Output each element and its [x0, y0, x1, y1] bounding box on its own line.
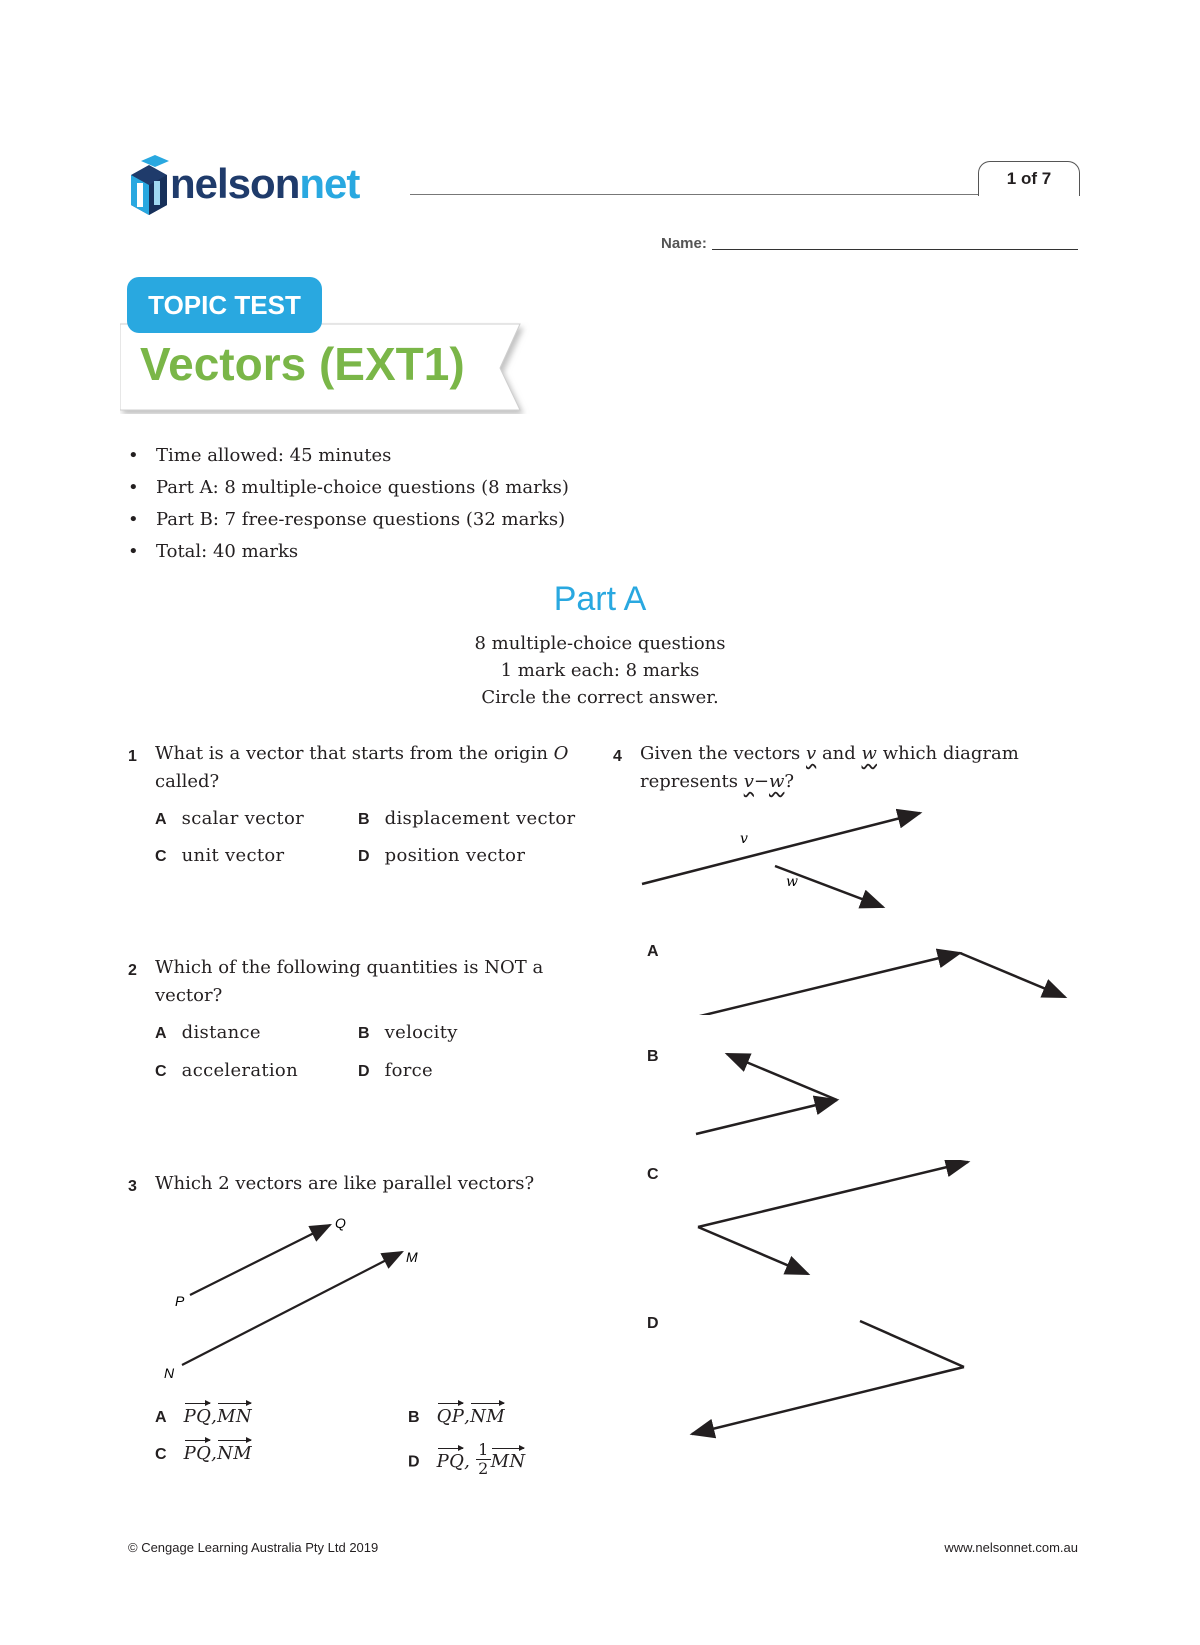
q2-option-d[interactable]	[358, 1060, 433, 1081]
question-number: 4	[613, 748, 622, 765]
q3-option-b[interactable]: B QP,NM	[408, 1406, 505, 1427]
q3-vector-diagram	[150, 1200, 450, 1390]
q3-option-a[interactable]: A PQ,MN	[155, 1406, 252, 1427]
q4-option-c-label[interactable]: C	[647, 1166, 659, 1183]
part-a-heading: Part A	[553, 580, 647, 618]
question-number: 3	[128, 1178, 137, 1195]
vector-label: NM	[470, 1406, 505, 1427]
option-letter: D	[358, 848, 370, 865]
q2-option-a[interactable]	[155, 1022, 261, 1043]
q1-option-d[interactable]	[358, 845, 525, 866]
option-letter: C	[155, 1063, 167, 1080]
option-letter: C	[155, 1446, 167, 1463]
q2-text-a: Which of the following quantities is NOT a	[155, 957, 544, 978]
option-b-vector-w	[727, 1054, 837, 1100]
q4-option-a-diagram[interactable]	[680, 935, 1080, 1015]
q1-option-c[interactable]	[155, 845, 284, 866]
q3-option-c[interactable]: C PQ,NM	[155, 1443, 252, 1464]
q4-given-vectors-diagram	[630, 800, 930, 920]
option-text: unit vector	[181, 845, 285, 866]
part-a-sub-line: 8 multiple-choice questions	[474, 633, 726, 654]
part-a-sub-line: 1 mark each: 8 marks	[500, 660, 700, 681]
q3-option-d[interactable]: D PQ, $\frac{1}{2}$ MN	[408, 1440, 526, 1478]
option-text: acceleration	[181, 1060, 298, 1081]
option-text: position vector	[384, 845, 526, 866]
vector-label: QP	[436, 1406, 465, 1427]
q4-qmark: ?	[784, 771, 795, 792]
question-number: 1	[128, 748, 137, 765]
q4-option-a-label[interactable]: A	[647, 943, 659, 960]
info-item: • Part B: 7 free-response questions (32 marks)	[128, 504, 569, 536]
q1-origin-var: O	[553, 743, 569, 764]
vector-label: PQ	[183, 1443, 212, 1464]
question-4-text	[640, 740, 1070, 796]
option-c-vector-w	[698, 1227, 808, 1274]
q4-option-b-label[interactable]: B	[647, 1048, 659, 1065]
question-2-text	[155, 954, 575, 1010]
logo-text-net: net	[299, 160, 360, 207]
vector-nm	[182, 1252, 402, 1365]
vector-label: PQ	[436, 1450, 465, 1472]
option-letter: C	[155, 848, 167, 865]
question-3-text: Which 2 vectors are like parallel vectors?	[155, 1173, 535, 1194]
question-number: 2	[128, 962, 137, 979]
footer-copyright: © Cengage Learning Australia Pty Ltd 2019	[128, 1540, 379, 1555]
q1-text-a: What is a vector that starts from the origin	[155, 743, 548, 764]
option-d-vector-v	[692, 1367, 964, 1434]
label-p: P	[175, 1293, 185, 1309]
footer-website[interactable]: www.nelsonnet.com.au	[944, 1540, 1078, 1555]
test-info-list	[128, 440, 569, 568]
q4-text-b: which diagram	[882, 743, 1019, 764]
label-v: v	[740, 831, 748, 847]
q1-option-a[interactable]	[155, 808, 304, 829]
q4-vector-w: w	[861, 743, 877, 764]
label-n: N	[164, 1365, 175, 1381]
vector-v	[642, 813, 920, 884]
q2-option-c[interactable]	[155, 1060, 298, 1081]
q4-option-c-diagram[interactable]	[680, 1160, 1000, 1300]
label-q: Q	[335, 1215, 346, 1231]
name-field-line[interactable]	[712, 249, 1078, 250]
option-text: force	[384, 1060, 433, 1081]
option-a-vector-v	[696, 953, 960, 1015]
q1-text-b: called?	[155, 771, 220, 792]
q2-option-b[interactable]	[358, 1022, 458, 1043]
vector-label: MN	[490, 1450, 526, 1472]
logo-text-nelson: nelson	[170, 160, 300, 207]
page-indicator: 1 of 7	[978, 161, 1080, 196]
option-a-vector-w	[960, 953, 1065, 997]
q1-option-b[interactable]	[358, 808, 575, 829]
label-w: w	[786, 874, 798, 890]
q4-text-c: represents	[640, 771, 738, 792]
option-letter: A	[155, 1409, 167, 1426]
topic-test-tag: TOPIC TEST	[127, 277, 322, 333]
fraction-denominator: 2	[478, 1459, 489, 1478]
q4-expr-w: w	[769, 771, 785, 792]
vector-label: MN	[217, 1406, 252, 1427]
vector-label: NM	[217, 1443, 252, 1464]
question-1-text	[155, 740, 575, 796]
option-letter: D	[408, 1453, 420, 1471]
logo-wordmark	[170, 160, 359, 208]
option-text: displacement vector	[384, 808, 576, 829]
fraction-numerator: 1	[478, 1440, 489, 1459]
q4-text-a: Given the vectors	[640, 743, 801, 764]
info-item: • Total: 40 marks	[128, 536, 569, 568]
label-m: M	[406, 1249, 418, 1265]
option-letter: B	[358, 1025, 370, 1042]
option-letter: B	[408, 1409, 420, 1426]
option-d-vector-w	[860, 1321, 964, 1367]
option-text: distance	[181, 1022, 261, 1043]
option-letter: A	[155, 811, 167, 828]
q4-option-d-diagram[interactable]	[680, 1305, 980, 1445]
option-text: velocity	[384, 1022, 458, 1043]
part-a-sub-line: Circle the correct answer.	[481, 687, 719, 708]
option-text: scalar vector	[181, 808, 304, 829]
vector-label: PQ	[183, 1406, 212, 1427]
name-label: Name:	[661, 235, 707, 252]
q2-text-b: vector?	[155, 985, 223, 1006]
option-c-vector-v	[698, 1162, 968, 1227]
option-letter: A	[155, 1025, 167, 1042]
option-letter: D	[358, 1063, 370, 1080]
info-item: • Part A: 8 multiple-choice questions (8 marks)	[128, 472, 569, 504]
fraction	[476, 1441, 490, 1478]
page-title: Vectors (EXT1)	[140, 338, 465, 390]
option-b-vector-v	[696, 1100, 837, 1134]
q4-expr-v: v	[743, 771, 754, 792]
q4-minus: −	[753, 771, 769, 792]
q4-option-b-diagram[interactable]	[680, 1040, 880, 1140]
option-letter: B	[358, 811, 370, 828]
q4-and: and	[821, 743, 856, 764]
info-item: • Time allowed: 45 minutes	[128, 440, 569, 472]
q4-option-d-label[interactable]: D	[647, 1315, 659, 1332]
q4-vector-v: v	[806, 743, 817, 764]
part-a-instructions	[0, 630, 1200, 711]
vector-pq	[190, 1225, 330, 1295]
